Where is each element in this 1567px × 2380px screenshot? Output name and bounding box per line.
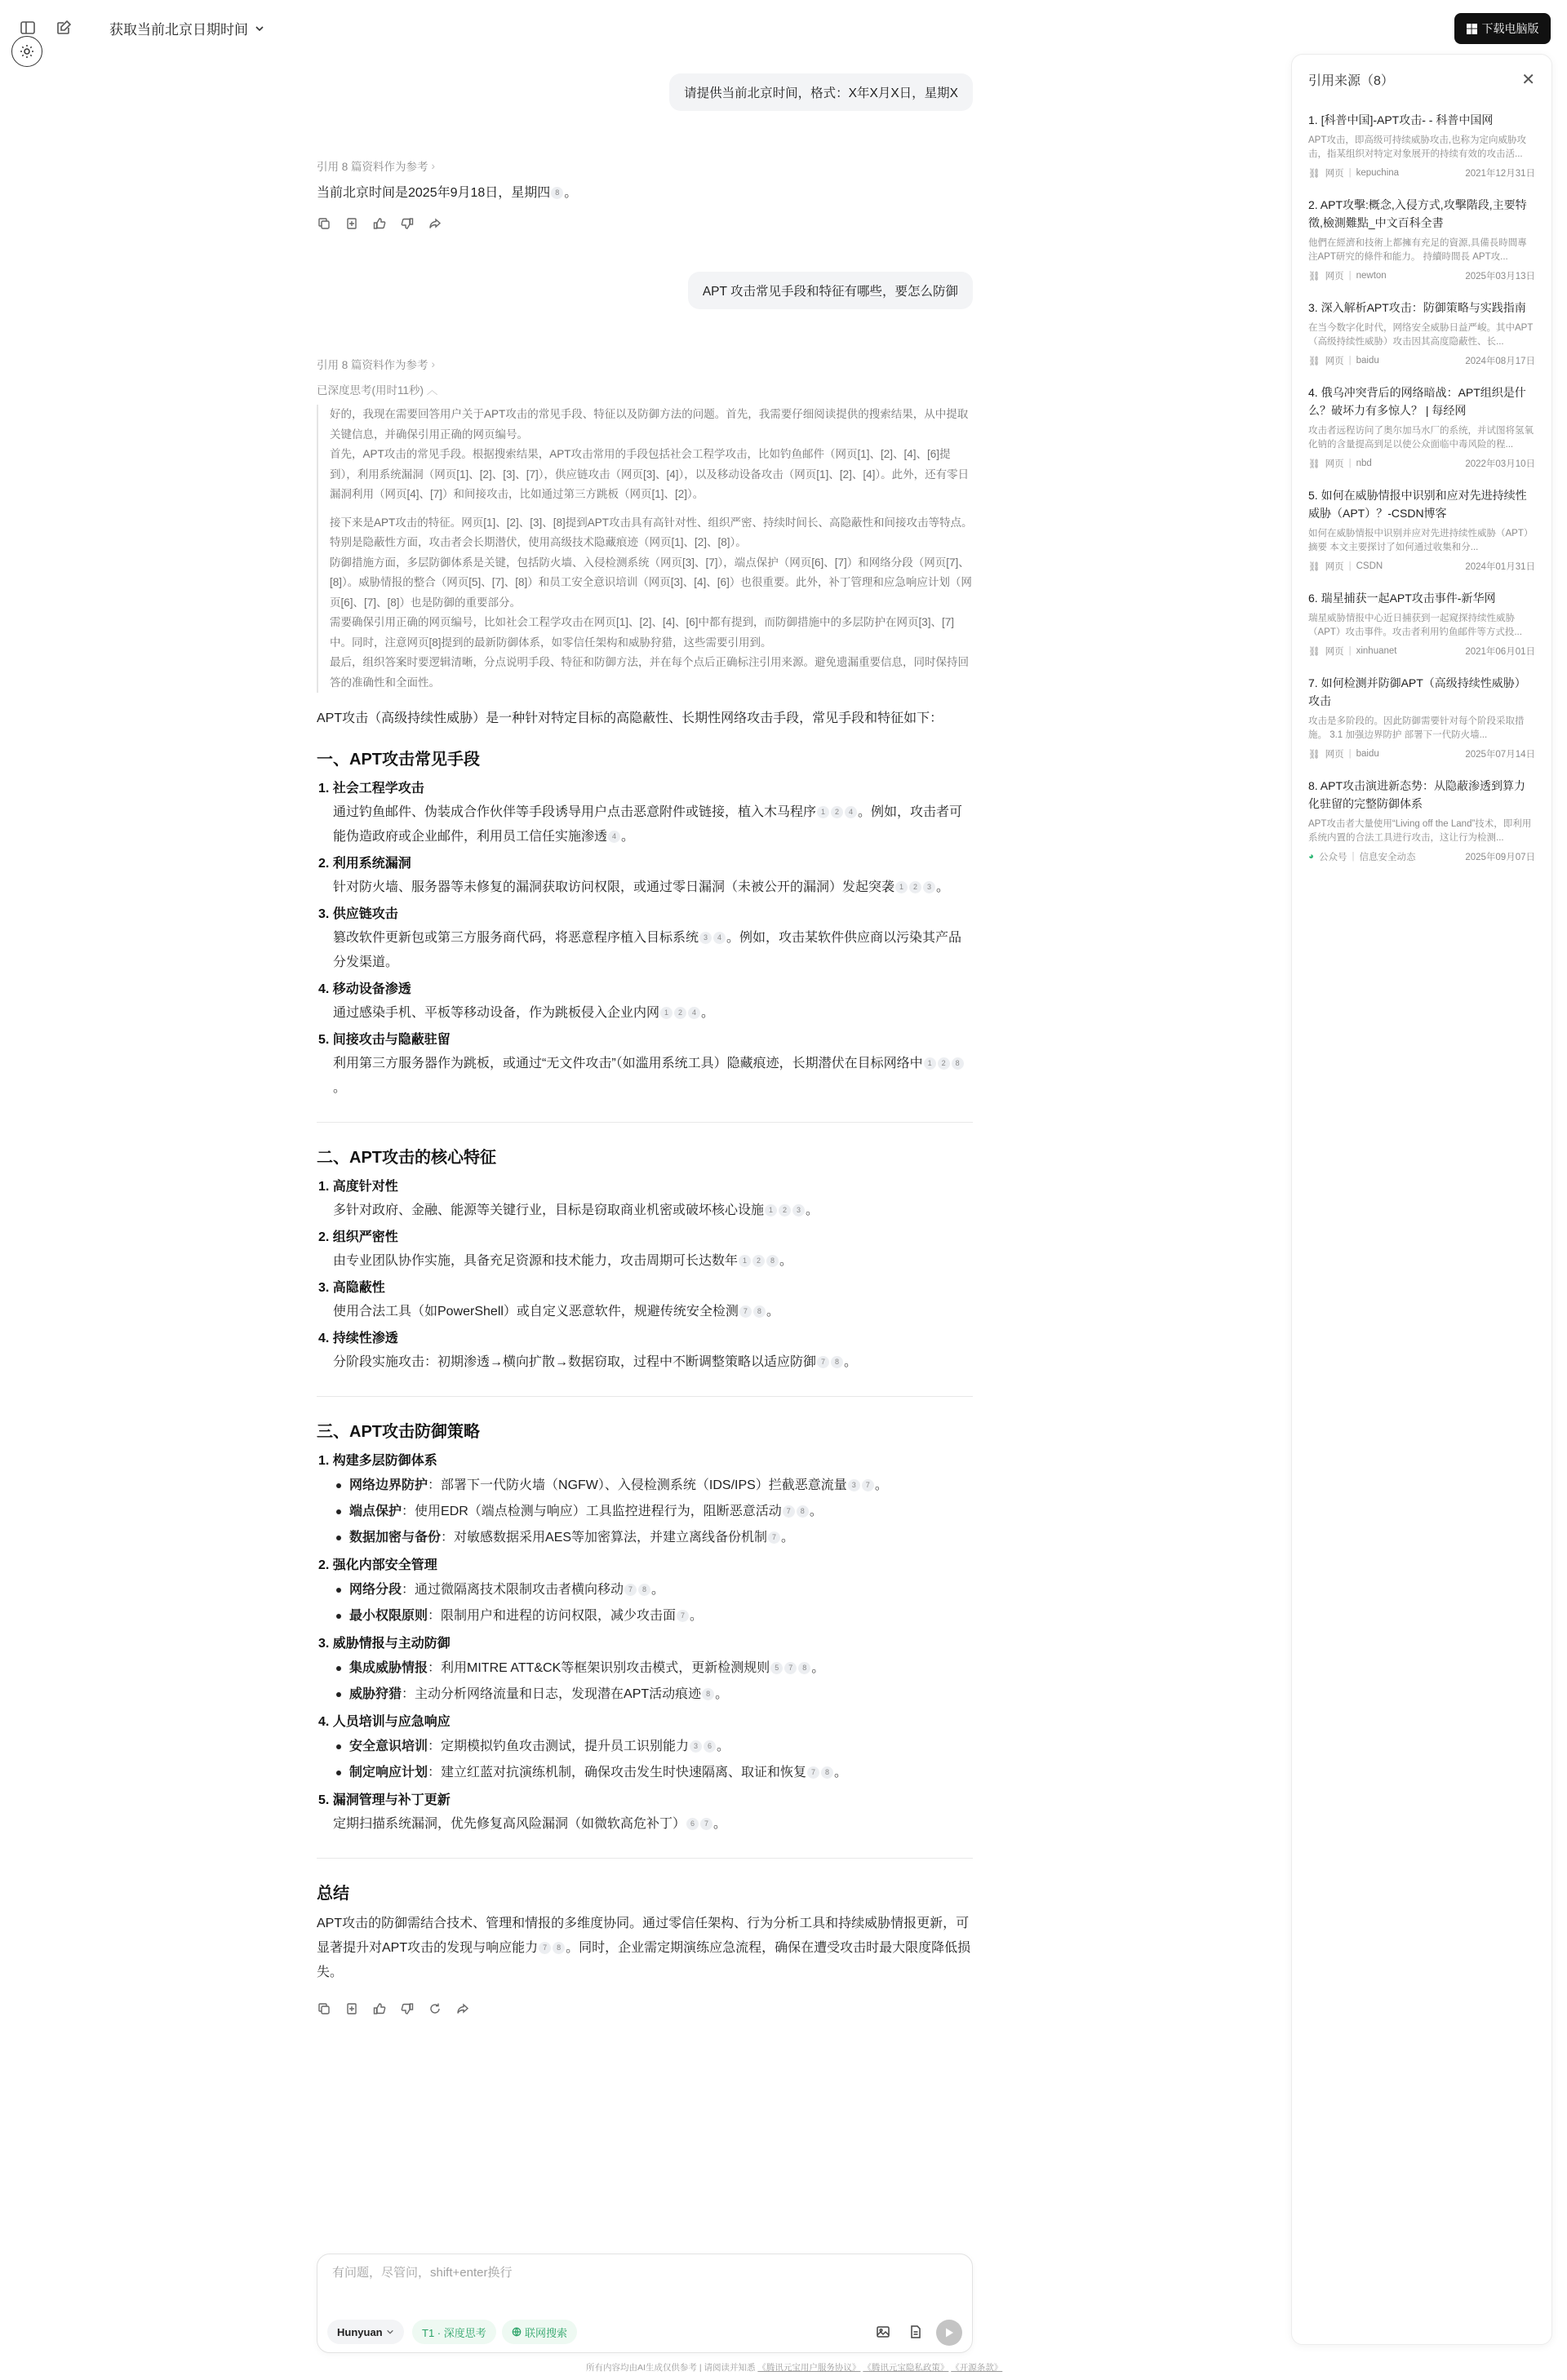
source-item[interactable] [1308,486,1535,573]
item-text [317,1249,973,1274]
source-site: 信息安全动态 [1359,853,1416,862]
bullet-item [317,1499,973,1525]
source-snippet: 他們在經濟和技術上都擁有充足的資源,具備長時間專注APT研究的條件和能力。 持續時間長 APT攻... [1308,238,1527,262]
citation-badge[interactable]: 2 [938,1057,950,1070]
windows-icon [1467,24,1477,34]
answer-text: 当前北京时间是2025年9月18日，星期四 [317,186,551,200]
item-text [317,1350,973,1375]
bullet-content [333,1525,973,1551]
footer-link-privacy[interactable]: 《腾讯元宝隐私政策》 [863,2363,949,2373]
chevron-down-icon [386,2328,394,2336]
citation-badge[interactable]: 8 [952,1057,964,1070]
source-separator: | [1348,561,1352,571]
source-title[interactable]: 3. 深入解析APT攻击：防御策略与实践指南 [1308,301,1526,314]
bullet-text: ：部署下一代防火墙（NGFW）、入侵检测系统（IDS/IPS）拦截恶意流量 [428,1478,847,1492]
chevron-down-icon [255,24,264,33]
section-heading: 三、APT攻击防御策略 [317,1423,480,1441]
answer-actions-1 [317,216,442,231]
bullet-end: 。 [690,1609,704,1623]
conversation-title-text: 获取当前北京日期时间 [109,22,248,38]
citation-badge[interactable]: 1 [765,1204,777,1217]
citation-badge[interactable]: 1 [739,1255,751,1267]
item-heading: 4. 持续性渗透 [318,1332,398,1345]
source-title[interactable]: 7. 如何检测并防御APT（高级持续性威胁）攻击 [1308,676,1526,707]
model-label: Hunyuan [337,2325,383,2338]
citation-badge[interactable]: 3 [848,1479,860,1491]
references-link-1[interactable] [317,157,435,174]
item-heading: 1. 社会工程学攻击 [318,782,424,796]
link-icon: ⛓ [1308,647,1321,657]
bullet-bold: 端点保护 [349,1505,402,1518]
bookmark-icon[interactable] [344,2001,359,2016]
chat-input-box [317,2254,973,2353]
bullet-content [333,1682,973,1708]
bullet-bold: 最小权限原则 [349,1609,428,1623]
bullet-content [333,1577,973,1603]
item-heading: 1. 高度针对性 [318,1180,398,1194]
section-divider [317,1396,973,1397]
bullet-item [317,1577,973,1603]
item-text-span: 多针对政府、金融、能源等关键行业，目标是窃取商业机密或破坏核心设施 [333,1203,765,1217]
user-message-text: APT 攻击常见手段和特征有哪些，要怎么防御 [702,285,958,299]
deep-think-chip[interactable] [412,2320,496,2344]
deep-think-toggle[interactable] [317,381,437,397]
link-icon: ⛓ [1308,357,1321,366]
web-search-chip[interactable] [502,2320,577,2344]
assistant-answer-2 [317,707,973,2016]
item-text-span: 分阶段实施攻击：初期渗透→横向扩散→数据窃取，过程中不断调整策略以适应防御 [333,1355,817,1369]
bullet-content [333,1734,973,1760]
bullet-bold: 制定响应计划 [349,1766,428,1779]
citation-badge[interactable]: 6 [704,1740,716,1753]
citation-badge[interactable]: 7 [807,1766,819,1779]
source-snippet: 攻击是多阶段的。因此防御需要针对每个阶段采取措施。 3.1 加强边界防护 部署下一代防火墙... [1308,716,1525,740]
bullet-end: 。 [874,1478,888,1492]
bullet-text: ：使用EDR（端点检测与响应）工具监控进程行为，阻断恶意活动 [402,1505,782,1518]
source-type: 网页 [1325,459,1344,469]
section-divider [317,1122,973,1123]
bullet-bold: 安全意识培训 [349,1740,428,1753]
citation-badge[interactable]: 8 [753,1305,766,1318]
bullet-text: ：建立红蓝对抗演练机制，确保攻击发生时快速隔离、取证和恢复 [428,1766,807,1779]
citation-badge[interactable]: 4 [608,831,620,843]
references-link-2[interactable] [317,356,435,372]
source-title[interactable]: 6. 瑞星捕获一起APT攻击事件-新华网 [1308,592,1496,605]
web-search-label: 联网搜索 [525,2326,568,2339]
bullet-item [317,1682,973,1708]
citation-badge[interactable]: 8 [798,1662,810,1674]
source-meta [1308,269,1535,282]
bullet-item [317,1734,973,1760]
source-date: 2025年03月13日 [1465,272,1535,281]
sources-header [1308,69,1535,90]
bullet-text: ：限制用户和进程的访问权限，减少攻击面 [428,1609,677,1623]
citation-badge[interactable]: 1 [924,1057,936,1070]
source-meta [1308,850,1535,863]
item-text [317,1300,973,1324]
source-snippet: APT攻击，即高级可持续威胁攻击,也称为定向威胁攻击，指某组织对特定对象展开的持续有效的攻击活... [1308,135,1527,159]
item-text-span: 使用合法工具（如PowerShell）或自定义恶意软件，规避传统安全检测 [333,1305,739,1319]
citation-badge[interactable]: 3 [690,1740,702,1753]
footer-text: 所有内容均由AI生成仅供参考 | 请阅读并知悉 [586,2363,756,2373]
source-item[interactable] [1308,111,1535,179]
item-heading: 4. 人员培训与应急响应 [318,1715,451,1729]
citation-badge[interactable]: 8 [638,1584,650,1596]
citation-badge[interactable]: 7 [784,1662,797,1674]
source-item[interactable] [1308,299,1535,367]
document-icon[interactable] [907,2323,925,2341]
bullet-end: 。 [809,1505,823,1518]
source-meta [1308,354,1535,367]
item-text [317,926,973,975]
wechat-icon: ◕ [1308,852,1314,862]
bullet-bold: 集成威胁情报 [349,1661,428,1675]
source-meta [1308,560,1535,573]
section-1-list [317,778,973,1101]
citation-badge[interactable]: 7 [783,1505,795,1518]
gear-button[interactable] [11,36,42,67]
bullet-text: ：对敏感数据采用AES等加密算法，并建立离线备份机制 [441,1531,768,1545]
bullet-end: 。 [811,1661,825,1675]
citation-badge[interactable]: 8 [766,1255,779,1267]
item-heading: 5. 漏洞管理与补丁更新 [318,1793,451,1807]
item-text-span: 由专业团队协作实施，具备充足资源和技术能力，攻击周期可长达数年 [333,1254,739,1268]
source-snippet: 在当今数字化时代，网络安全威胁日益严峻。其中APT（高级持续性威胁）攻击因其高度隐蔽性、长... [1308,323,1534,347]
source-title[interactable]: 5. 如何在威胁情报中识别和应对先进持续性威胁（APT）？-CSDN博客 [1308,489,1527,520]
source-site: baidu [1356,356,1379,366]
item-heading: 5. 间接攻击与隐蔽驻留 [318,1033,451,1047]
item-text-end: 。 [621,830,635,844]
item-heading: 2. 利用系统漏洞 [318,857,411,871]
source-type: 网页 [1325,647,1344,657]
source-meta [1308,457,1535,470]
item-text-span: 篡改软件更新包或第三方服务商代码，将恶意程序植入目标系统 [333,931,699,945]
link-icon: ⛓ [1308,272,1321,281]
source-site: newton [1356,271,1387,281]
source-type: 网页 [1325,272,1344,281]
summary-text: APT攻击的防御需结合技术、管理和情报的多维度协同。通过零信任架构、行为分析工具和持续威胁情报更新，可显著提升对APT攻击的发现与响应能力 [317,1917,970,1955]
bullet-text: ：利用MITRE ATT&CK等框架识别攻击模式，更新检测规则 [428,1661,770,1675]
bullet-item [317,1473,973,1499]
bullet-bold: 网络边界防护 [349,1478,428,1492]
image-icon[interactable] [874,2323,892,2341]
citation-badge[interactable]: 4 [688,1007,700,1019]
new-chat-icon[interactable] [52,16,75,39]
source-meta [1308,166,1535,179]
thumbs-up-icon[interactable] [372,216,387,231]
item-text-end: 。 [844,1355,858,1369]
source-title[interactable]: 4. 俄乌冲突背后的网络暗战：APT组织是什么？破坏力有多惊人？ | 每经网 [1308,386,1526,417]
source-type: 网页 [1325,562,1344,572]
bullet-item [317,1603,973,1629]
bullet-bold: 网络分段 [349,1583,402,1597]
deep-think-chip-label: T1 · 深度思考 [422,2326,486,2339]
source-snippet: 如何在威胁情报中识别并应对先进持续性威胁（APT） 摘要 本文主要探讨了如何通过收集和分... [1308,529,1534,552]
summary-text: 。同时，企业需定期演练应急流程，确保在遭受攻击时最大限度降低损失。 [317,1941,971,1979]
citation-badge[interactable]: 4 [845,806,857,818]
source-snippet: 攻击者远程访问了奥尔加马水厂的系统，并试图将氢氧化钠的含量提高到足以使公众面临中毒风险的程... [1308,426,1534,450]
citation-badge[interactable]: 2 [831,806,843,818]
summary-paragraph [317,1912,973,1985]
close-icon[interactable]: ✕ [1521,71,1535,89]
source-separator: | [1348,356,1352,366]
footer-link-terms[interactable]: 《腾讯元宝用户服务协议》 [757,2363,861,2373]
source-separator: | [1348,646,1352,656]
gear-icon [19,43,35,60]
source-site: baidu [1356,749,1379,759]
section-divider [317,1858,973,1859]
sources-list [1308,111,1535,863]
item-text-span: 针对防火墙、服务器等未修复的漏洞获取访问权限，或通过零日漏洞（未被公开的漏洞）发起突袭 [333,880,895,894]
citation-badge[interactable]: 8 [553,1942,565,1954]
source-date: 2021年06月01日 [1465,647,1535,657]
citation-badge[interactable]: 2 [674,1007,686,1019]
thinking-paragraph: 接下来是APT攻击的特征。网页[1]、[2]、[3]、[8]提到APT攻击具有高针对性、组织严密、持续时间长、高隐蔽性和间接攻击等特点。特别是隐蔽性方面，攻击者会长期潜伏，使用高级技术隐藏痕迹（网页[1]、[2]、[8]）。 防御措施方面，多层防御体系是关键，包括防火墙、入侵检测系统（网页[3]、[7]），端点保护（网页[6]、[7]）和网络分段（网页[7]、[8]）。威胁情报的整合（网页[5]、[7]、[8]）和员工安全意识培训（网页[3]、[4]、[6]）也很重要。此外，补丁管理和应急响应计划（网页[6]、[7]、[8]）也是防御的重要部分。 需要确保引用正确的网页编号，比如社会工程学攻击在网页[1]、[2]、[4]、[6]中都有提到，而防御措施中的多层防护在网页[3]、[7]中。同时，注意网页[8]提到的最新防御体系，如零信任架构和威胁狩猎，这些需要引用到。 最后，组织答案时要逻辑清晰，分点说明手段、特征和防御方法，并在每个点后正确标注引用来源。避免遗漏重要信息，同时保持回答的准确性和全面性。 [330,516,973,689]
source-separator: | [1348,271,1352,281]
section-heading: 一、APT攻击常见手段 [317,751,480,769]
bullet-end: 。 [781,1531,795,1545]
source-meta [1308,747,1535,760]
source-title[interactable]: 1. [科普中国]-APT攻击- - 科普中国网 [1308,113,1494,126]
source-date: 2025年09月07日 [1465,853,1535,862]
citation-badge[interactable]: 7 [624,1584,637,1596]
user-message-2 [688,272,973,309]
footer-disclaimer [586,2361,1002,2373]
citation-badge[interactable]: 7 [862,1479,874,1491]
share-icon[interactable] [428,216,442,231]
bullet-item [317,1525,973,1551]
assistant-answer-1 [317,181,577,206]
source-date: 2024年08月17日 [1465,357,1535,366]
bullet-text: ：定期模拟钓鱼攻击测试，提升员工识别能力 [428,1740,690,1753]
source-date: 2024年01月31日 [1465,562,1535,572]
bullet-bold: 威胁狩猎 [349,1687,402,1701]
citation-badge[interactable]: 3 [792,1204,805,1217]
item-text-span: 通过感染手机、平板等移动设备，作为跳板侵入企业内网 [333,1006,660,1020]
refresh-icon[interactable] [428,2001,442,2016]
source-site: CSDN [1356,561,1383,571]
section-2-list [317,1176,973,1375]
bullet-item [317,1655,973,1682]
bullet-item [317,1760,973,1786]
bullet-content [333,1473,973,1499]
thumbs-up-icon[interactable] [372,2001,387,2016]
deep-think-label: 已深度思考(用时11秒) [317,384,424,397]
download-label: 下载电脑版 [1481,22,1539,35]
citation-badge[interactable]: 3 [923,881,935,893]
citation-badge[interactable]: 4 [713,932,726,944]
send-icon [943,2327,955,2338]
source-snippet: APT攻击者大量使用“Living off the Land”技术，即利用系统内置的合法工具进行攻击，这让行为检测... [1308,819,1532,843]
source-date: 2025年07月14日 [1465,750,1535,760]
item-text-span: 。例如，攻击某软件供应商以污染其产品分发渠道。 [333,931,962,969]
bullet-end: 。 [651,1583,665,1597]
download-desktop-button[interactable] [1454,13,1551,44]
sources-title: 引用来源（8） [1308,74,1394,88]
citation-badge[interactable]: 8 [551,187,563,199]
source-separator: | [1348,749,1352,759]
item-text-end: 。 [713,1817,727,1831]
item-text-end: 。 [766,1305,779,1319]
citation-badge[interactable]: 8 [831,1356,843,1368]
citation-badge[interactable]: 5 [770,1662,783,1674]
citation-badge[interactable]: 8 [702,1688,714,1700]
source-item[interactable] [1308,674,1535,760]
thinking-content [317,405,973,693]
citation-badge[interactable]: 1 [895,881,908,893]
source-item[interactable] [1308,383,1535,470]
item-text-span: 。例如，攻击者可能伪造政府或企业邮件，利用员工信任实施渗透 [333,805,963,844]
item-text-span: 利用第三方服务器作为跳板，或通过“无文件攻击”（如滥用系统工具）隐藏痕迹，长期潜伏在目标网络中 [333,1057,923,1070]
bullet-content [333,1655,973,1682]
bullet-end: 。 [717,1740,730,1753]
conversation-title[interactable] [109,18,264,38]
bullet-end: 。 [834,1766,848,1779]
source-site: nbd [1356,459,1372,468]
citation-badge[interactable]: 2 [909,881,921,893]
source-item[interactable] [1308,589,1535,658]
item-text-span: 定期扫描系统漏洞，优先修复高风险漏洞（如微软高危补丁） [333,1817,686,1831]
item-text-span: 通过钓鱼邮件、伪装成合作伙伴等手段诱导用户点击恶意附件或链接，植入木马程序 [333,805,817,819]
item-text [317,1812,973,1837]
thumbs-down-icon[interactable] [400,2001,415,2016]
source-date: 2022年03月10日 [1465,459,1535,469]
item-heading: 2. 强化内部安全管理 [318,1558,437,1572]
source-title[interactable]: 2. APT攻擊:概念,入侵方式,攻擊階段,主要特徵,檢測難點_中文百科全書 [1308,198,1527,229]
citation-badge[interactable]: 8 [821,1766,833,1779]
item-text [317,1199,973,1223]
source-snippet: 瑞星威胁情报中心近日捕获到一起窥探持续性威胁（APT）攻击事件。攻击者利用钓鱼邮件等方式投... [1308,614,1522,637]
source-type: 网页 [1325,357,1344,366]
source-separator: | [1352,852,1355,862]
bullet-text: ：通过微隔离技术限制攻击者横向移动 [402,1583,624,1597]
item-heading: 3. 供应链攻击 [318,907,398,921]
item-text-end: 。 [936,880,950,894]
link-icon: ⛓ [1308,562,1321,572]
thinking-paragraph: 好的，我现在需要回答用户关于APT攻击的常见手段、特征以及防御方法的问题。首先，我需要仔细阅读提供的搜索结果，从中提取关键信息，并确保引用正确的网页编号。 首先，APT攻击的常见手段。根据搜索结果，APT攻击常用的手段包括社会工程学攻击，比如钓鱼邮件（网页[1]、[2]、[4]、[6]提到），利用系统漏洞（网页[1]、[2]、[3]、[7]），供应链攻击（网页[3]、[4]），以及移动设备攻击（网页[1]、[2]、[4]）。此外，还有零日漏洞利用（网页[4]、[7]）和间接攻击，比如通过第三方跳板（网页[1]、[2]）。 [330,408,970,500]
citation-badge[interactable]: 1 [660,1007,673,1019]
bullet-text: ：主动分析网络流量和日志，发现潜在APT活动痕迹 [402,1687,702,1701]
sources-panel [1291,54,1552,2345]
link-icon: ⛓ [1308,459,1321,469]
send-button[interactable] [936,2320,962,2346]
item-heading: 3. 威胁情报与主动防御 [318,1637,451,1651]
source-type: 公众号 [1318,853,1347,862]
bullet-content [333,1499,973,1525]
citation-badge[interactable]: 7 [677,1610,689,1622]
citation-badge[interactable]: 7 [817,1356,829,1368]
chat-input[interactable] [332,2266,952,2280]
link-icon: ⛓ [1308,169,1321,179]
references-text: 引用 8 篇资料作为参考 [317,161,428,173]
source-separator: | [1348,459,1352,468]
citation-badge[interactable]: 2 [779,1204,791,1217]
user-message-text: 请提供当前北京时间，格式：X年X月X日，星期X [684,86,958,100]
user-message-1 [669,73,973,111]
source-item[interactable] [1308,777,1535,863]
copy-icon[interactable] [317,216,331,231]
answer-intro: APT攻击（高级持续性威胁）是一种针对特定目标的高隐蔽性、长期性网络攻击手段，常见手段和特征如下： [317,711,943,725]
section-heading: 二、APT攻击的核心特征 [317,1149,496,1167]
source-separator: | [1348,168,1352,178]
citation-badge[interactable]: 7 [700,1818,712,1830]
bullet-bold: 数据加密与备份 [349,1531,442,1545]
source-type: 网页 [1325,750,1344,760]
source-item[interactable] [1308,196,1535,282]
item-text [317,800,973,849]
source-type: 网页 [1325,169,1344,179]
citation-badge[interactable]: 7 [539,1942,551,1954]
source-site: xinhuanet [1356,646,1397,656]
share-icon[interactable] [455,2001,470,2016]
bullet-end: 。 [715,1687,729,1701]
citation-badge[interactable]: 2 [752,1255,765,1267]
item-text-end: 。 [806,1203,819,1217]
item-heading: 4. 移动设备渗透 [318,982,411,996]
model-selector[interactable] [327,2320,404,2344]
chevron-right-icon: › [431,357,436,370]
section-3-list [317,1450,973,1837]
bullet-content [333,1760,973,1786]
item-heading: 3. 高隐蔽性 [318,1281,385,1295]
bullet-content [333,1603,973,1629]
link-icon: ⛓ [1308,750,1321,760]
summary-heading: 总结 [317,1885,349,1903]
item-text [317,1052,973,1101]
references-text: 引用 8 篇资料作为参考 [317,359,428,371]
item-text [317,875,973,900]
chevron-up-icon: ︿ [426,384,438,397]
answer-actions-2 [317,2001,973,2016]
citation-badge[interactable]: 1 [817,806,829,818]
thumbs-down-icon[interactable] [400,216,415,231]
citation-badge[interactable]: 7 [768,1531,780,1544]
source-meta [1308,645,1535,658]
citation-badge[interactable]: 3 [699,932,712,944]
source-date: 2021年12月31日 [1465,169,1535,179]
item-heading: 2. 组织严密性 [318,1230,398,1244]
top-bar [0,0,1273,57]
item-heading: 1. 构建多层防御体系 [318,1454,437,1468]
chevron-right-icon: › [431,159,436,172]
item-text [317,1001,973,1026]
bookmark-icon[interactable] [344,216,359,231]
item-text-end: 。 [701,1006,715,1020]
answer-end: 。 [564,186,578,200]
citation-badge[interactable]: 8 [797,1505,809,1518]
source-site: kepuchina [1356,168,1400,178]
item-text-end: 。 [333,1081,347,1095]
globe-icon [512,2327,522,2337]
citation-badge[interactable]: 7 [739,1305,752,1318]
footer-link-opensource[interactable]: 《开源条款》 [951,2363,1003,2373]
copy-icon[interactable] [317,2001,331,2016]
source-title[interactable]: 8. APT攻击演进新态势：从隐蔽渗透到算力化驻留的完整防御体系 [1308,779,1526,810]
item-text-end: 。 [779,1254,793,1268]
citation-badge[interactable]: 6 [686,1818,699,1830]
